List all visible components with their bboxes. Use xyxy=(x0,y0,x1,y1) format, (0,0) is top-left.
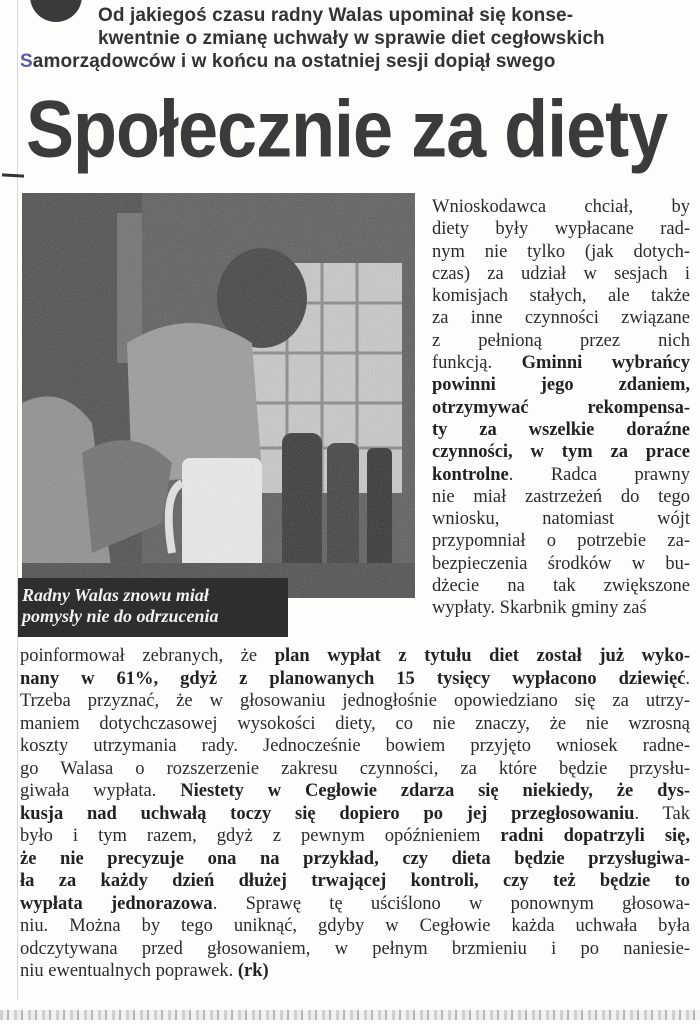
photo-image xyxy=(22,193,415,598)
lead-line xyxy=(20,50,690,73)
lead-line: kwentnie o zmianę uchwały w sprawie diet cegłowskich xyxy=(98,28,605,49)
text-line xyxy=(432,285,690,307)
text: . Sprawę tę uściślono w ponownym głosowa- xyxy=(212,893,690,914)
text-line xyxy=(432,553,690,575)
text: Wnioskodawca chciał, by xyxy=(432,197,690,217)
text: komisjach stałych, ale także xyxy=(432,286,690,307)
bold-text: Gminni wybrańcy xyxy=(521,353,690,374)
text: dżecie na tak zwiększone xyxy=(432,576,690,597)
bold-text: (rk) xyxy=(237,961,269,981)
bold-text: radni dopatrzyli się, xyxy=(500,826,690,846)
text: Trzeba przyznać, że w głosowaniu jednogłośnie opowiedziano się za utrzy- xyxy=(20,691,690,711)
caption-line: Radny Walas znowu miał xyxy=(22,585,209,605)
text: było i tym razem, gdyż z pewnym opóźnieniem xyxy=(20,826,501,846)
text-line xyxy=(20,848,690,871)
text-line xyxy=(20,825,690,848)
text-line xyxy=(432,575,690,597)
text-line xyxy=(20,758,690,781)
text-line xyxy=(432,419,690,441)
text: . Tak xyxy=(634,803,690,824)
text-line xyxy=(20,690,690,713)
bold-text: ła za każdy dzień dłużej trwającej kontroli, czy też będzie to xyxy=(20,871,690,891)
body-text xyxy=(20,645,690,983)
text-line xyxy=(432,196,690,218)
text: czas) za udział w sesjach i xyxy=(432,263,690,284)
lead-initial: S xyxy=(20,51,33,72)
text: maniem dotychczasowej wysokości diety, co nie znaczy, że nie wzrosną xyxy=(20,713,690,734)
text-line xyxy=(432,241,690,263)
text: za inne czynności związane xyxy=(432,308,690,329)
bold-text: że nie precyzuje ona na przykład, czy dieta będzie przysługiwa- xyxy=(20,848,690,869)
text: nym nie tylko (jak dotych- xyxy=(432,241,690,262)
text: poinformował zebranych, że xyxy=(20,646,275,666)
bold-text: czynności, w tym za prace xyxy=(432,442,690,463)
margin-mark xyxy=(2,173,24,177)
text: funkcją. xyxy=(432,353,522,374)
text: przypomniał o potrzebie za- xyxy=(432,531,690,552)
lead-line: Od jakiegoś czasu radny Walas upominał się konse- xyxy=(98,5,574,26)
text-line xyxy=(432,330,690,352)
text: niu. Można by tego uniknąć, gdyby w Cegłowie każda uchwała była xyxy=(20,916,690,936)
bold-text: powinni jego zdaniem, xyxy=(432,375,690,396)
text-line xyxy=(20,713,690,736)
text-line xyxy=(432,530,690,552)
bold-text: wypłata jednorazowa xyxy=(20,893,213,914)
text-line xyxy=(20,893,690,916)
bold-text: kusja nad uchwałą toczy się dopiero po jej przegłosowaniu xyxy=(20,803,635,824)
text-line xyxy=(20,870,690,893)
bold-text: nany w 61%, gdyż z planowanych 15 tysięcy wypłacono dziewięć xyxy=(20,668,686,689)
text: bezpieczenia środków w bu- xyxy=(432,553,690,574)
text: giwała wypłata. xyxy=(20,781,181,801)
text: koszty utrzymania rady. Jednocześnie bowiem przyjęto wniosek radne- xyxy=(20,736,690,756)
text-line xyxy=(20,780,690,803)
text: . xyxy=(685,668,690,689)
text-line xyxy=(20,915,690,938)
text: wniosku, natomiast wójt xyxy=(432,509,690,530)
headline: Społecznie za diety xyxy=(26,85,668,175)
text-line xyxy=(432,352,690,374)
bold-text: otrzymywać rekompensa- xyxy=(432,397,690,418)
text: odczytywana przed głosowaniem, w pełnym brzmieniu i po naniesie- xyxy=(20,938,690,959)
text-line xyxy=(432,441,690,463)
text: diety były wypłacane rad- xyxy=(432,219,690,240)
text-line xyxy=(432,397,690,419)
text: go Walasa o rozszerzenie zakresu czynności, za które będzie przysłu- xyxy=(20,758,690,779)
text-line xyxy=(20,735,690,758)
text-line xyxy=(20,938,690,961)
text-line xyxy=(20,645,690,668)
text-line xyxy=(432,218,690,240)
page-edge-line xyxy=(17,0,18,1000)
text-line xyxy=(432,508,690,530)
text-line xyxy=(432,597,690,619)
bold-text: plan wypłat z tytułu diet został już wyko- xyxy=(274,646,690,666)
photo-caption xyxy=(18,578,288,637)
article-photo xyxy=(22,193,415,598)
text: niu ewentualnych poprawek. xyxy=(20,961,238,981)
scan-edge xyxy=(0,1010,700,1020)
caption-line: pomysły nie do odrzucenia xyxy=(22,606,219,626)
bold-text: Niestety w Cegłowie zdarza się niekiedy, że dys- xyxy=(180,781,690,801)
text: wypłaty. Skarbnik gminy zaś xyxy=(432,598,647,619)
bold-text: ty za wszelkie doraźne xyxy=(432,419,690,440)
text: z pełnioną przez nich xyxy=(432,330,690,351)
right-column-text xyxy=(432,196,690,620)
text-line xyxy=(432,263,690,285)
text: nie miał zastrzeżeń do tego xyxy=(432,486,690,507)
text-line xyxy=(432,307,690,329)
bold-text: kontrolne xyxy=(432,464,509,485)
text-line xyxy=(432,486,690,508)
text-line xyxy=(20,960,690,983)
text-line xyxy=(20,803,690,826)
text: . Radca prawny xyxy=(508,464,690,485)
lead-paragraph xyxy=(20,4,690,73)
text-line xyxy=(432,374,690,396)
lead-line-rest: amorządowców i w końcu na ostatniej sesji dopiął swego xyxy=(32,51,556,72)
text-line xyxy=(432,464,690,486)
text-line xyxy=(20,668,690,691)
